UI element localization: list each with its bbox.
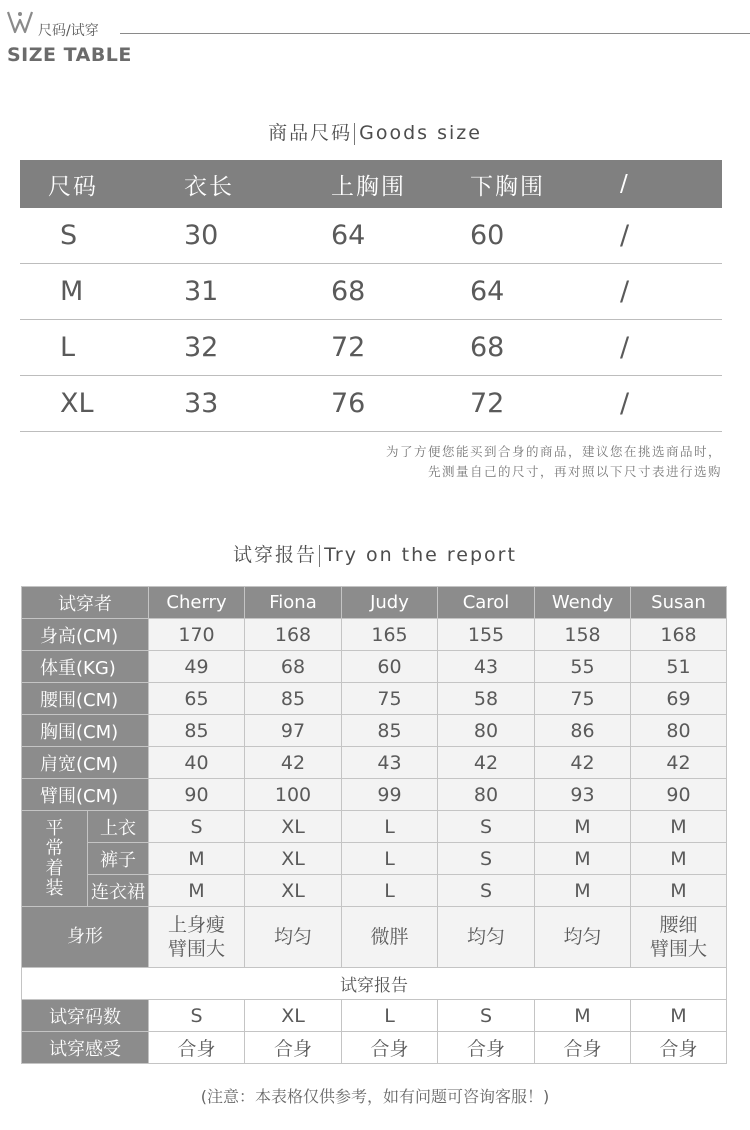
- value-cell: M: [535, 1000, 631, 1032]
- value-cell: 合身: [535, 1032, 631, 1064]
- value-cell: 42: [535, 747, 631, 779]
- value-cell: 97: [245, 715, 342, 747]
- try-header-row: [22, 587, 727, 619]
- value-cell: 58: [438, 683, 535, 715]
- size-cell: /: [585, 208, 722, 264]
- value-cell: 85: [245, 683, 342, 715]
- value-cell: XL: [245, 1000, 342, 1032]
- size-header-cell: 衣长: [160, 160, 305, 208]
- value-cell: 65: [149, 683, 245, 715]
- value-cell: S: [438, 811, 535, 843]
- value-cell: 90: [149, 779, 245, 811]
- size-header-cell: 上胸围: [305, 160, 445, 208]
- value-cell: L: [342, 1000, 438, 1032]
- value-cell: 80: [631, 715, 727, 747]
- figure-line: 臂围大: [167, 938, 225, 960]
- try-corner-cell: 试穿者: [22, 587, 149, 619]
- size-cell: 32: [160, 320, 305, 376]
- figure-line: 均匀: [273, 926, 312, 948]
- row-label: 身形: [22, 907, 149, 968]
- value-cell: M: [149, 843, 245, 875]
- figure-line: 均匀: [466, 926, 505, 948]
- value-cell: M: [535, 843, 631, 875]
- figure-line: 臂围大: [649, 938, 707, 960]
- table-row: [22, 715, 727, 747]
- header-divider: [120, 33, 750, 34]
- person-name: Carol: [438, 587, 535, 619]
- size-cell: XL: [20, 376, 160, 432]
- usual-wear-char: 装: [45, 877, 64, 899]
- note-line: 先测量自己的尺寸，再对照以下尺寸表进行选购: [427, 464, 722, 479]
- person-name: Cherry: [149, 587, 245, 619]
- value-cell: 42: [245, 747, 342, 779]
- size-section-title-cn: 商品尺码: [268, 122, 353, 144]
- value-cell: 60: [342, 651, 438, 683]
- try-section-title-en: Try on the report: [324, 544, 517, 566]
- usual-wear-label: [22, 811, 88, 907]
- header-title-en: SIZE TABLE: [7, 44, 132, 66]
- table-row: [22, 811, 727, 843]
- note-line: 为了方便您能买到合身的商品，建议您在挑选商品时，: [385, 444, 722, 459]
- value-cell: 75: [535, 683, 631, 715]
- size-cell: 72: [445, 376, 585, 432]
- table-row: [22, 968, 727, 1000]
- value-cell: 51: [631, 651, 727, 683]
- figure-cell: [245, 907, 342, 968]
- value-cell: L: [342, 843, 438, 875]
- value-cell: 合身: [245, 1032, 342, 1064]
- value-cell: M: [631, 875, 727, 907]
- size-header-cell: /: [585, 160, 722, 208]
- row-label: 体重(KG): [22, 651, 149, 683]
- figure-cell: [631, 907, 727, 968]
- row-label: 臂围(CM): [22, 779, 149, 811]
- table-row: [22, 843, 727, 875]
- table-row: [22, 779, 727, 811]
- person-name: Judy: [342, 587, 438, 619]
- value-cell: M: [149, 875, 245, 907]
- table-row: [22, 683, 727, 715]
- value-cell: 43: [438, 651, 535, 683]
- row-label: 胸围(CM): [22, 715, 149, 747]
- value-cell: 合身: [342, 1032, 438, 1064]
- value-cell: 85: [149, 715, 245, 747]
- title-separator: [319, 545, 320, 567]
- size-cell: 72: [305, 320, 445, 376]
- value-cell: L: [342, 811, 438, 843]
- usual-wear-char: 着: [45, 857, 64, 879]
- size-cell: /: [585, 376, 722, 432]
- row-label: 身高(CM): [22, 619, 149, 651]
- size-cell: 68: [445, 320, 585, 376]
- brand-logo-icon: [6, 10, 34, 36]
- footer-disclaimer: (注意：本表格仅供参考，如有问题可咨询客服！): [200, 1087, 550, 1106]
- value-cell: 合身: [149, 1032, 245, 1064]
- value-cell: 100: [245, 779, 342, 811]
- value-cell: S: [149, 811, 245, 843]
- value-cell: 170: [149, 619, 245, 651]
- size-advice-note: [322, 442, 722, 482]
- value-cell: 合身: [438, 1032, 535, 1064]
- value-cell: S: [438, 875, 535, 907]
- size-cell: 33: [160, 376, 305, 432]
- value-cell: 42: [631, 747, 727, 779]
- size-section-title: [0, 118, 750, 145]
- size-cell: 76: [305, 376, 445, 432]
- size-cell: 68: [305, 264, 445, 320]
- value-cell: 155: [438, 619, 535, 651]
- value-cell: 90: [631, 779, 727, 811]
- value-cell: 168: [245, 619, 342, 651]
- value-cell: 99: [342, 779, 438, 811]
- table-row: [22, 651, 727, 683]
- size-cell: /: [585, 320, 722, 376]
- table-row: [22, 1000, 727, 1032]
- value-cell: L: [342, 875, 438, 907]
- value-cell: XL: [245, 843, 342, 875]
- figure-cell: [149, 907, 245, 968]
- value-cell: 93: [535, 779, 631, 811]
- row-label: 腰围(CM): [22, 683, 149, 715]
- size-cell: S: [20, 208, 160, 264]
- table-row: [20, 264, 722, 320]
- value-cell: 合身: [631, 1032, 727, 1064]
- value-cell: 68: [245, 651, 342, 683]
- try-section-title: [0, 540, 750, 567]
- table-row: [22, 907, 727, 968]
- value-cell: 69: [631, 683, 727, 715]
- size-cell: 30: [160, 208, 305, 264]
- size-cell: 64: [305, 208, 445, 264]
- usual-wear-item-label: 上衣: [88, 811, 149, 843]
- report-subheading: 试穿报告: [22, 968, 727, 1000]
- table-row: [22, 875, 727, 907]
- value-cell: 40: [149, 747, 245, 779]
- value-cell: 49: [149, 651, 245, 683]
- table-row: [20, 376, 722, 432]
- size-header-cell: 尺码: [20, 160, 160, 208]
- usual-wear-item-label: 连衣裙: [88, 875, 149, 907]
- page-header: [0, 0, 750, 80]
- row-label: 试穿感受: [22, 1032, 149, 1064]
- value-cell: M: [631, 1000, 727, 1032]
- header-title-cn: 尺码/试穿: [38, 23, 99, 39]
- figure-line: 腰细: [659, 914, 698, 936]
- figure-cell: [535, 907, 631, 968]
- value-cell: 168: [631, 619, 727, 651]
- person-name: Fiona: [245, 587, 342, 619]
- figure-line: 均匀: [563, 926, 602, 948]
- value-cell: 158: [535, 619, 631, 651]
- row-label: 试穿码数: [22, 1000, 149, 1032]
- value-cell: 85: [342, 715, 438, 747]
- figure-cell: [342, 907, 438, 968]
- value-cell: 75: [342, 683, 438, 715]
- value-cell: 55: [535, 651, 631, 683]
- figure-line: 上身瘦: [167, 914, 225, 936]
- figure-line: 微胖: [370, 926, 409, 948]
- value-cell: XL: [245, 811, 342, 843]
- value-cell: M: [535, 875, 631, 907]
- try-section-title-cn: 试穿报告: [233, 544, 318, 566]
- usual-wear-item-label: 裤子: [88, 843, 149, 875]
- value-cell: 80: [438, 779, 535, 811]
- table-row: [20, 320, 722, 376]
- value-cell: 42: [438, 747, 535, 779]
- title-separator: [354, 123, 355, 145]
- table-row: [22, 619, 727, 651]
- size-table: [20, 160, 722, 432]
- size-table-header-row: [20, 160, 722, 208]
- table-row: [22, 747, 727, 779]
- value-cell: S: [438, 1000, 535, 1032]
- size-section-title-en: Goods size: [359, 122, 482, 144]
- size-cell: M: [20, 264, 160, 320]
- usual-wear-char: 平: [45, 817, 64, 839]
- size-header-cell: 下胸围: [445, 160, 585, 208]
- size-cell: 60: [445, 208, 585, 264]
- value-cell: S: [438, 843, 535, 875]
- value-cell: 165: [342, 619, 438, 651]
- value-cell: M: [631, 811, 727, 843]
- value-cell: M: [631, 843, 727, 875]
- try-on-table: [21, 586, 727, 1064]
- value-cell: 80: [438, 715, 535, 747]
- table-row: [20, 208, 722, 264]
- person-name: Wendy: [535, 587, 631, 619]
- usual-wear-char: 常: [45, 837, 64, 859]
- row-label: 肩宽(CM): [22, 747, 149, 779]
- size-cell: 64: [445, 264, 585, 320]
- value-cell: XL: [245, 875, 342, 907]
- size-cell: 31: [160, 264, 305, 320]
- value-cell: 86: [535, 715, 631, 747]
- size-cell: L: [20, 320, 160, 376]
- size-cell: /: [585, 264, 722, 320]
- value-cell: S: [149, 1000, 245, 1032]
- table-row: [22, 1032, 727, 1064]
- value-cell: 43: [342, 747, 438, 779]
- value-cell: M: [535, 811, 631, 843]
- figure-cell: [438, 907, 535, 968]
- person-name: Susan: [631, 587, 727, 619]
